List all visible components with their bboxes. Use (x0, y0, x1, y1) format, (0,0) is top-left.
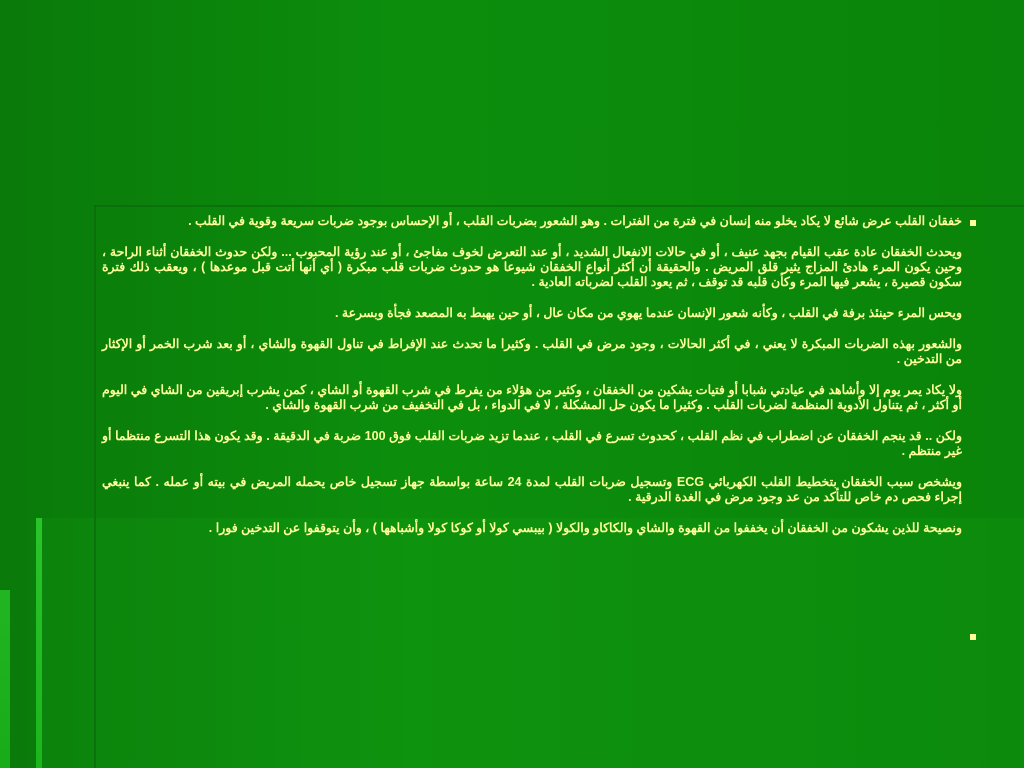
paragraph: والشعور بهذه الضربات المبكرة لا يعني ، في أكثر الحالات ، وجود مرض في القلب . وكثيرا ما تحدث عند الإفراط في تناول القهوة والشاي ، أو بعد شرب الخمر أو الإكثار من التدخين . (102, 337, 963, 366)
paragraph: ويحس المرء حينئذ برفة في القلب ، وكأنه شعور الإنسان عندما يهوي من مكان عال ، أو حين يهبط به المصعد فجأة وبسرعة . (334, 306, 962, 320)
decorative-stripe (36, 518, 42, 768)
decorative-stripe (0, 590, 10, 768)
paragraph: ولا يكاد يمر يوم إلا وأشاهد في عيادتي شبابا أو فتيات يشكين من الخفقان ، وكثير من هؤلاء من يفرط في شرب القهوة أو الشاي ، كمن يشرب إبريقين من الشاي في اليوم أو أكثر ، ثم يتناول الأدوية المنظمة لضربات القلب . وكثيرا ما يكون حل المشكلة ، لا في الدواء ، بل في التخفيف من شرب القهوة والشاي . (102, 383, 962, 412)
decorative-divider (94, 205, 96, 768)
paragraph: ويشخص سبب الخفقان بتخطيط القلب الكهربائي ECG وتسجيل ضربات القلب لمدة 24 ساعة بواسطة جهاز تسجيل خاص يحمله المريض في بيته أو عمله . كما ينبغي إجراء فحص دم خاص للتأكد من عد وجود مرض في الغدة الدرقية . (102, 475, 963, 504)
decorative-panel (40, 518, 1024, 768)
paragraph: ولكن .. قد ينجم الخفقان عن اضطراب في نظم القلب ، كحدوث تسرع في القلب ، عندما تزيد ضربات القلب فوق 100 ضربة في الدقيقة . وقد يكون هذا التسرع منتظما أو غير منتظم . (102, 429, 963, 458)
slide-body-text (102, 214, 962, 552)
paragraph: خفقان القلب عرض شائع لا يكاد يخلو منه إنسان في فترة من الفترات . وهو الشعور بضربات القلب ، أو الإحساس بوجود ضربات سريعة وقوية في القلب . (188, 214, 962, 228)
decorative-divider (94, 205, 1024, 207)
paragraph: ويحدث الخفقان عادة عقب القيام بجهد عنيف ، أو في حالات الانفعال الشديد ، أو عند التعرض لخوف مفاجئ ، أو عند رؤية المحبوب ... ولكن حدوث الخفقان أثناء الراحة ، وحين يكون المرء هادئ المزاج يثير قلق المريض . والحقيقة أن أكثر أنواع الخفقان شيوعا هو حدوث ضربات قلب مبكرة ( أي أنها أتت قبل موعدها ) ، ويعقب ذلك فترة سكون قصيرة ، يشعر فيها المرء وكأن قلبه قد توقف ، ثم يعود القلب لضرباته العادية . (102, 245, 962, 289)
square-bullet-icon (970, 220, 976, 226)
paragraph: ونصيحة للذين يشكون من الخفقان أن يخففوا من القهوة والشاي والكاكاو والكولا ( بيبسي كولا أو كوكا كولا وأشباهها ) ، وأن يتوقفوا عن التدخين فورا . (208, 521, 962, 535)
square-bullet-icon (970, 634, 976, 640)
